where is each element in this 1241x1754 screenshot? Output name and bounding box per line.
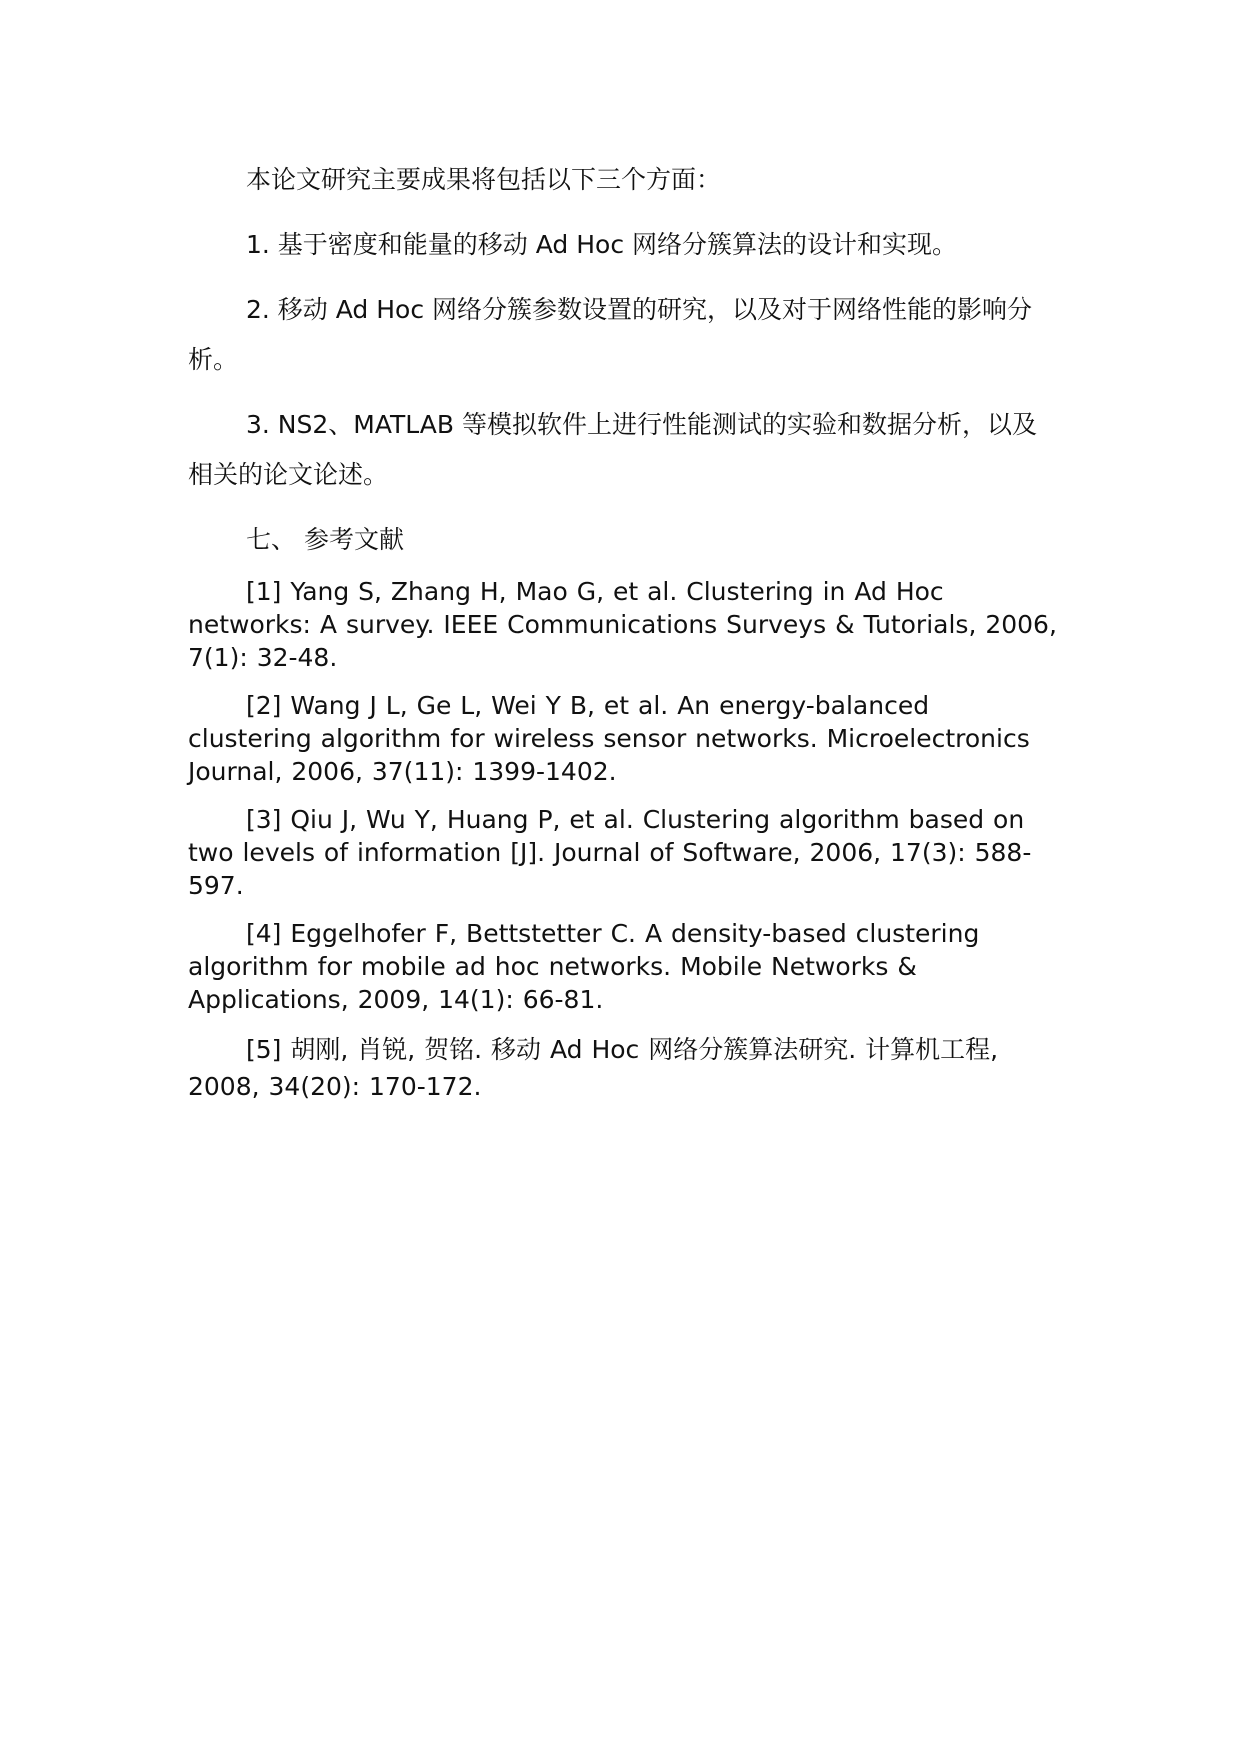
summary-intro: 本论文研究主要成果将包括以下三个方面： — [246, 165, 722, 194]
reference-item-4: [4] Eggelhofer F, Bettstetter C. A density-based clustering algorithm for mobile ad hoc networks. Mobile Networks & Applications, 2009, 14(1): 66-81. — [188, 919, 980, 1014]
references-heading: 七、 参考文献 — [246, 525, 404, 554]
summary-item-3: 3. NS2、MATLAB 等模拟软件上进行性能测试的实验和数据分析，以及相关的论文论述。 — [188, 410, 1037, 489]
reference-item-3: [3] Qiu J, Wu Y, Huang P, et al. Clustering algorithm based on two levels of information [J]. Journal of Software, 2006, 17(3): 588-597. — [188, 805, 1032, 900]
page-content — [188, 155, 1058, 1120]
reference-item-5: [5] 胡刚, 肖锐, 贺铭. 移动 Ad Hoc 网络分簇算法研究. 计算机工程, 2008, 34(20): 170-172. — [188, 1035, 999, 1101]
reference-item-1: [1] Yang S, Zhang H, Mao G, et al. Clustering in Ad Hoc networks: A survey. IEEE Communications Surveys & Tutorials, 2006, 7(1): 32-48. — [188, 577, 1057, 672]
summary-item-2: 2. 移动 Ad Hoc 网络分簇参数设置的研究，以及对于网络性能的影响分析。 — [188, 295, 1033, 374]
reference-item-2: [2] Wang J L, Ge L, Wei Y B, et al. An energy-balanced clustering algorithm for wireless sensor networks. Microelectronics Journal, 2006, 37(11): 1399-1402. — [188, 691, 1030, 786]
summary-item-1: 1. 基于密度和能量的移动 Ad Hoc 网络分簇算法的设计和实现。 — [246, 230, 958, 259]
